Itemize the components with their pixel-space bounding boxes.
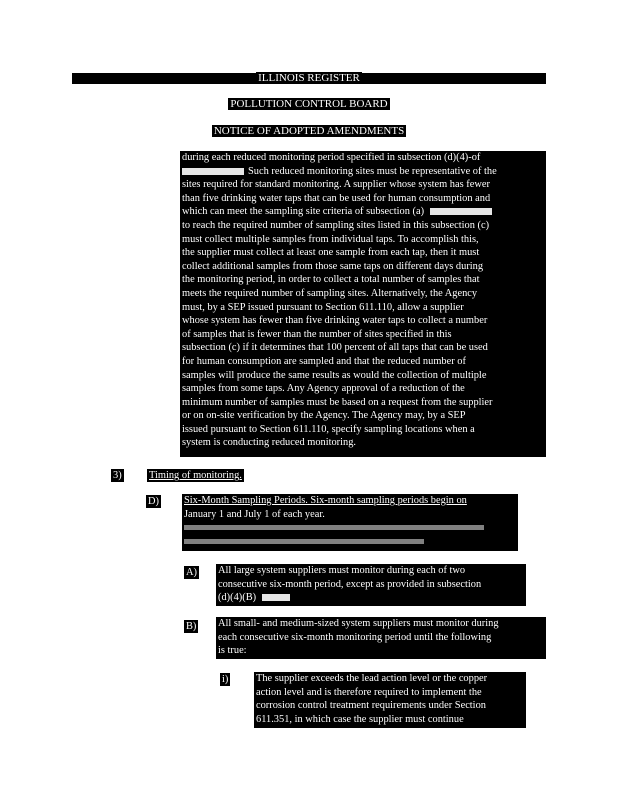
action-level-paragraph (254, 672, 526, 728)
paragraph-line: whose system has fewer than five drinking water taps to collect a number (182, 315, 488, 327)
paragraph-line-text: (d)(4)(B) (218, 592, 257, 604)
small-medium-system-paragraph (216, 617, 546, 659)
paragraph-line: collect additional samples from those same taps on different days during (182, 260, 484, 272)
paragraph-line: sites required for standard monitoring. A supplier whose system has fewer (182, 179, 490, 191)
paragraph-line: each consecutive six-month monitoring period until the following (218, 631, 492, 643)
register-title (0, 72, 618, 84)
paragraph-line: January 1 and July 1 of each year. (184, 508, 325, 520)
paragraph-line: the monitoring period, in order to collect a total number of samples that (182, 274, 480, 286)
scanned-noise-line (184, 535, 516, 549)
item-i-label: i) (222, 674, 229, 685)
item-b-label: B) (186, 621, 197, 632)
six-month-periods-paragraph (182, 494, 518, 551)
register-title-text: ILLINOIS REGISTER (258, 72, 360, 84)
paragraph-line (182, 205, 544, 219)
paragraph-line: Six-Month Sampling Periods. Six-month sampling periods begin on (184, 495, 467, 506)
paragraph-line: of samples that is fewer than the number of sites specified in this (182, 328, 452, 340)
paragraph-line: system is conducting reduced monitoring. (182, 437, 357, 449)
paragraph-line: is true: (218, 645, 247, 657)
paragraph-line: meets the required number of sampling sites. Alternatively, the Agency (182, 287, 478, 299)
paragraph-line: All small- and medium-sized system suppliers must monitor during (218, 618, 499, 629)
paragraph-line: the supplier must collect at least one sample from each tap, then it must (182, 247, 480, 259)
large-system-paragraph (216, 564, 526, 606)
paragraph-line: subsection (c) if it determines that 100 percent of all taps that can be used (182, 342, 488, 354)
scan-artifact (184, 525, 484, 530)
item-a-label: A) (186, 567, 197, 578)
paragraph-line: action level and is therefore required to implement the (256, 686, 482, 698)
paragraph-line (218, 591, 524, 605)
paragraph-line: 611.351, in which case the supplier must continue (256, 713, 464, 725)
paragraph-line: minimum number of samples must be based on a request from the supplier (182, 396, 493, 408)
paragraph-line-text: which can meet the sampling site criteria of subsection (a) (182, 206, 425, 218)
paragraph-line: to reach the required number of sampling sites listed in this subsection (c) (182, 219, 490, 231)
paragraph-line: samples will produce the same results as would the collection of multiple (182, 369, 487, 381)
paragraph-line: or on on-site verification by the Agency. The Agency may, by a SEP (182, 410, 466, 422)
paragraph-line: must, by a SEP issued pursuant to Section 611.110, allow a supplier (182, 301, 464, 313)
section-3-title: Timing of monitoring. (149, 470, 242, 481)
paragraph-line: All large system suppliers must monitor during each of two (218, 565, 466, 576)
paragraph-line: during each reduced monitoring period specified in subsection (d)(4)-of (182, 152, 481, 163)
board-title (0, 98, 618, 110)
paragraph-line: corrosion control treatment requirements under Section (256, 700, 486, 712)
notice-title (0, 125, 618, 137)
scan-artifact (184, 539, 424, 544)
item-d-label: D) (148, 496, 159, 507)
paragraph-line: for human consumption are sampled and that the reduced number of (182, 355, 466, 367)
paragraph-line: must collect multiple samples from individual taps. To accomplish this, (182, 233, 479, 245)
paragraph-line (182, 165, 544, 179)
redaction-mark (430, 208, 492, 215)
paragraph-line: The supplier exceeds the lead action level or the copper (256, 673, 488, 684)
reduced-monitoring-paragraph (180, 151, 546, 457)
paragraph-line: consecutive six-month period, except as provided in subsection (218, 578, 482, 590)
board-title-text: POLLUTION CONTROL BOARD (230, 98, 388, 110)
paragraph-line: samples from some taps. Any Agency approval of a reduction of the (182, 383, 465, 395)
scanned-noise-line (184, 521, 516, 535)
paragraph-line: issued pursuant to Section 611.110, specify sampling locations when a (182, 423, 475, 435)
redaction-mark (262, 594, 290, 601)
paragraph-line: than five drinking water taps that can be used for human consumption and (182, 192, 491, 204)
paragraph-line-text: Such reduced monitoring sites must be representative of the (248, 165, 497, 177)
section-3-label: 3) (113, 470, 122, 481)
redaction-mark (182, 168, 244, 175)
notice-title-text: NOTICE OF ADOPTED AMENDMENTS (213, 125, 405, 137)
